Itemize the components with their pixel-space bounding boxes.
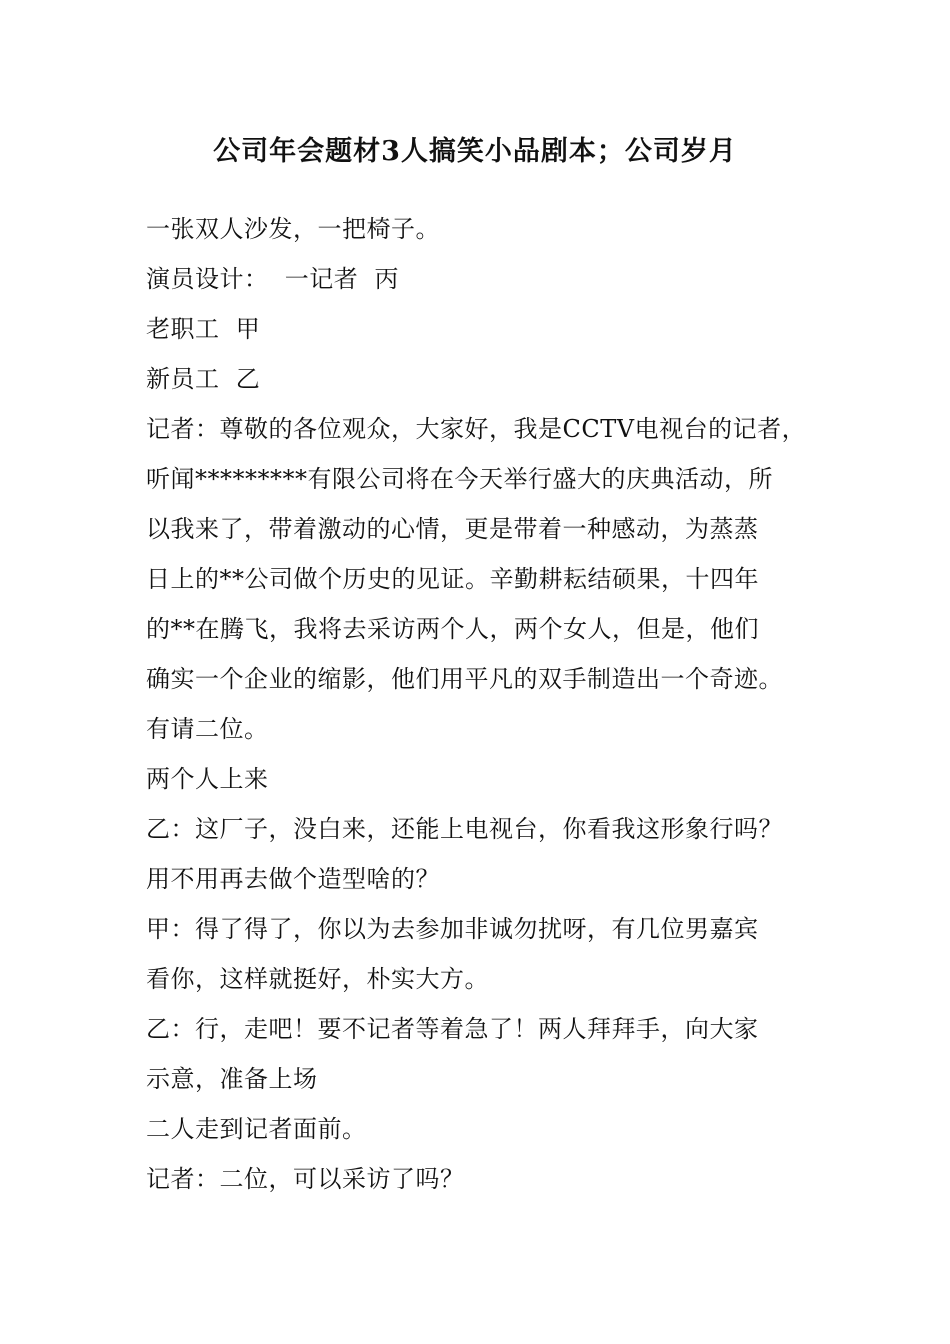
text-line: 新员工 乙	[146, 365, 261, 393]
text-line: 甲：得了得了，你以为去参加非诚勿扰呀，有几位男嘉宾	[146, 915, 759, 943]
text-line: 演员设计： 一记者 丙	[146, 265, 400, 293]
text-line: 日上的**公司做个历史的见证。辛勤耕耘结硕果，十四年	[146, 565, 759, 593]
document-body	[146, 204, 826, 1204]
text-line: 乙：行，走吧！要不记者等着急了！两人拜拜手，向大家	[146, 1015, 759, 1043]
text-line: 记者：二位，可以采访了吗？	[146, 1165, 465, 1193]
text-line: 的**在腾飞，我将去采访两个人，两个女人，但是，他们	[146, 615, 759, 643]
text-line: 有请二位。	[146, 715, 269, 743]
document-title: 公司年会题材3人搞笑小品剧本；公司岁月	[213, 136, 737, 167]
text-line: 确实一个企业的缩影，他们用平凡的双手制造出一个奇迹。	[146, 665, 783, 693]
text-line: 示意，准备上场	[146, 1065, 318, 1093]
text-line: 听闻*********有限公司将在今天举行盛大的庆典活动，所	[146, 465, 773, 493]
text-line: 老职工 甲	[146, 315, 261, 343]
text-line: 记者：尊敬的各位观众，大家好，我是CCTV电视台的记者，	[146, 415, 807, 443]
text-line: 看你，这样就挺好，朴实大方。	[146, 965, 489, 993]
text-line: 以我来了，带着激动的心情，更是带着一种感动，为蒸蒸	[146, 515, 759, 543]
text-line: 乙：这厂子，没白来，还能上电视台，你看我这形象行吗？	[146, 815, 783, 843]
text-line: 一张双人沙发，一把椅子。	[146, 215, 440, 243]
text-line: 二人走到记者面前。	[146, 1115, 367, 1143]
text-line: 用不用再去做个造型啥的？	[146, 865, 440, 893]
text-line: 两个人上来	[146, 765, 269, 793]
